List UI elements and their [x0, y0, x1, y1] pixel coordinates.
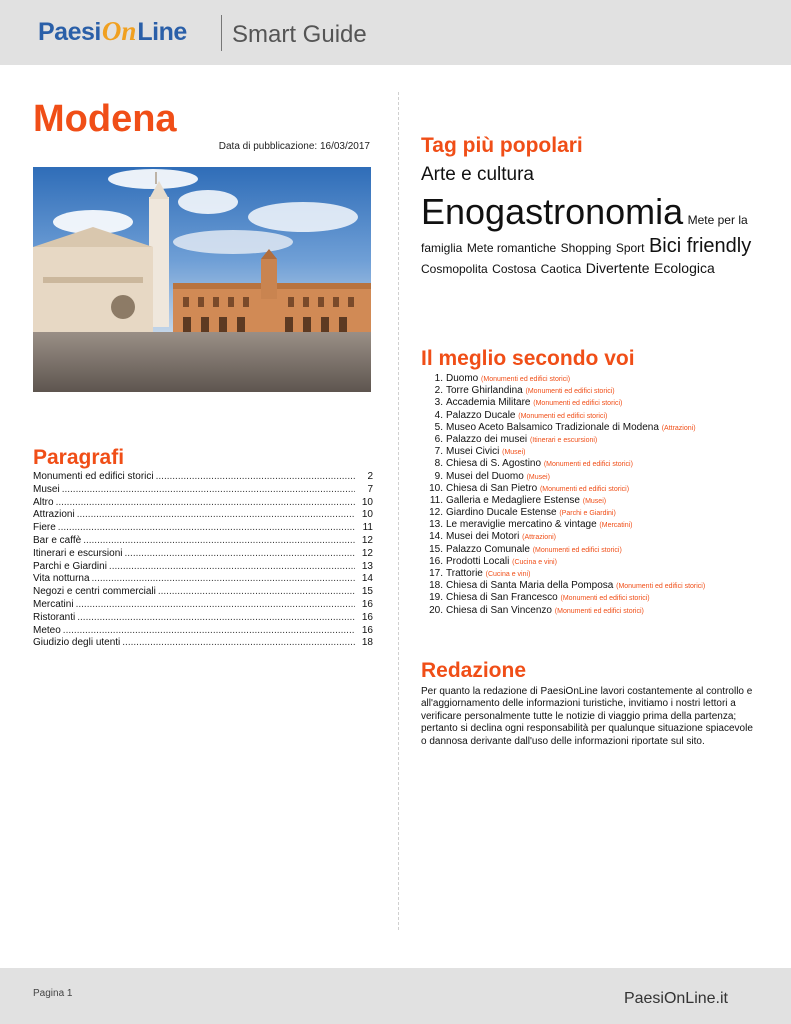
toc-row[interactable]	[33, 625, 375, 638]
toc-label: Altro	[33, 496, 54, 508]
page-number: Pagina 1	[33, 988, 73, 999]
paragrafi-title: Paragrafi	[33, 446, 125, 469]
toc-page: 2	[367, 471, 373, 482]
toc-label: Parchi e Giardini	[33, 560, 107, 572]
toc-label: Meteo	[33, 624, 61, 636]
header-divider	[221, 15, 222, 51]
city-title: Modena	[33, 98, 177, 140]
best-item-category: (Monumenti ed edifici storici)	[539, 485, 630, 493]
logo-text-part2: On	[101, 16, 137, 46]
toc-leader	[122, 637, 355, 650]
best-item-number: 10.	[429, 482, 443, 494]
best-list-item[interactable]	[427, 519, 767, 531]
best-item-number: 5.	[434, 421, 443, 433]
toc-label: Fiere	[33, 522, 56, 534]
best-item-name: Torre Ghirlandina	[446, 385, 523, 397]
toc-page: 18	[361, 637, 373, 649]
best-item-category: (Monumenti ed edifici storici)	[518, 412, 608, 420]
toc-row[interactable]	[33, 535, 375, 548]
best-list-item[interactable]	[427, 434, 767, 446]
tag-item[interactable]: Mete per la famiglia	[421, 212, 748, 255]
toc-label: Giudizio degli utenti	[33, 637, 121, 649]
toc-page: 16	[361, 624, 373, 636]
toc-row[interactable]	[33, 561, 375, 574]
best-item-number: 4.	[434, 409, 443, 421]
toc-row[interactable]	[33, 612, 375, 625]
best-item-category: (Parchi e Giardini)	[559, 510, 616, 518]
tag-item[interactable]: Shopping	[560, 240, 612, 255]
best-item-category: (Cucina e vini)	[485, 571, 531, 578]
toc-row[interactable]	[33, 471, 375, 484]
hero-photo	[33, 167, 371, 392]
toc-label: Attrazioni	[33, 509, 75, 521]
best-item-name: Palazzo Comunale	[446, 543, 530, 555]
toc-label: Mercatini	[33, 598, 74, 610]
publication-date: Data di pubblicazione: 16/03/2017	[218, 141, 370, 152]
toc-leader	[56, 497, 355, 510]
toc-leader	[156, 471, 355, 484]
site-link[interactable]: PaesiOnLine.it	[623, 990, 728, 1007]
tags-title: Tag più popolari	[421, 134, 583, 157]
best-item-name: Palazzo dei musei	[446, 433, 528, 445]
best-item-category: (Attrazioni)	[522, 534, 556, 542]
best-item-number: 20.	[429, 604, 443, 616]
best-item-number: 18.	[429, 580, 443, 592]
toc-row[interactable]	[33, 586, 375, 599]
toc-label: Vita notturna	[33, 573, 90, 585]
column-divider	[398, 92, 399, 930]
best-item-name: Musei Civici	[446, 446, 500, 458]
best-list-item[interactable]	[427, 397, 767, 409]
toc-leader	[77, 509, 355, 522]
toc-page: 16	[361, 611, 373, 623]
best-item-name: Le meraviglie mercatino & vintage	[446, 519, 597, 531]
best-item-name: Musei dei Motori	[446, 531, 520, 543]
toc-leader	[63, 625, 355, 638]
tag-item[interactable]: Arte e cultura	[421, 164, 534, 185]
best-item-category: (Cucina e vini)	[512, 558, 557, 566]
paesionline-logo[interactable]	[38, 16, 187, 56]
best-item-name: Giardino Ducale Estense	[446, 507, 557, 519]
best-item-number: 14.	[429, 531, 443, 543]
best-list-item[interactable]	[427, 507, 767, 519]
toc-row[interactable]	[33, 599, 375, 612]
best-list-item[interactable]	[427, 483, 767, 495]
best-list-item[interactable]	[427, 531, 767, 543]
toc-page: 12	[361, 547, 373, 559]
redazione-text: Per quanto la redazione di PaesiOnLine lavori costantemente al controllo e all'aggiornamento delle informazioni turistiche, invitiamo i nostri lettori a verificare personalmente tutte le notizie di viaggio prima della partenza; pertanto si declina ogni responsabilità per qualunque situazione spiacevole o dannosa derivante dall'uso delle informazioni riportate sul sito.	[421, 686, 753, 747]
best-item-name: Trattorie	[446, 568, 483, 579]
best-list-item[interactable]	[427, 592, 767, 604]
best-item-category: (Musei)	[582, 497, 607, 505]
best-list-item[interactable]	[427, 373, 767, 385]
toc-leader	[158, 586, 355, 599]
best-list-item[interactable]	[427, 605, 767, 617]
header-title: Smart Guide	[232, 21, 367, 48]
redazione-title: Redazione	[421, 659, 527, 682]
toc-page: 16	[361, 598, 373, 610]
best-item-number: 1.	[434, 373, 443, 384]
best-item-number: 11.	[429, 494, 443, 506]
toc-row[interactable]	[33, 522, 375, 535]
best-list-item[interactable]	[427, 385, 767, 397]
tag-item[interactable]: Costosa	[492, 261, 537, 276]
tag-cloud	[421, 163, 766, 279]
best-list	[427, 373, 767, 617]
toc-row[interactable]	[33, 548, 375, 561]
toc-page: 10	[361, 509, 373, 521]
best-item-category: (Monumenti ed edifici storici)	[533, 400, 623, 408]
best-list-item[interactable]	[427, 495, 767, 507]
table-of-contents	[33, 471, 375, 650]
toc-page: 10	[361, 496, 373, 508]
toc-leader	[58, 522, 355, 535]
best-item-number: 2.	[434, 385, 443, 397]
best-item-number: 3.	[434, 397, 443, 409]
best-item-category: (Musei)	[526, 473, 550, 481]
toc-leader	[62, 484, 355, 497]
best-item-number: 7.	[434, 446, 443, 458]
toc-page: 11	[362, 522, 373, 534]
best-list-item[interactable]	[427, 568, 767, 580]
toc-page: 7	[367, 483, 373, 495]
logo-text-part1: Paesi	[38, 18, 101, 46]
best-list-item[interactable]	[427, 446, 767, 458]
tag-item[interactable]: Ecologica	[654, 259, 715, 276]
modena-cathedral-photo	[33, 167, 371, 392]
best-item-name: Chiesa di San Vincenzo	[446, 604, 552, 616]
toc-leader	[83, 535, 355, 548]
best-item-number: 9.	[434, 470, 443, 482]
toc-leader	[124, 548, 355, 561]
tag-item[interactable]: Bici friendly	[648, 234, 752, 257]
toc-page: 13	[361, 560, 373, 572]
toc-row[interactable]	[33, 573, 375, 586]
toc-row[interactable]	[33, 497, 375, 510]
toc-leader	[76, 599, 355, 612]
best-item-name: Prodotti Locali	[446, 555, 510, 567]
best-item-name: Duomo	[446, 373, 479, 384]
toc-leader	[92, 573, 355, 586]
best-list-item[interactable]	[427, 422, 767, 434]
best-item-category: (Itinerari e escursioni)	[529, 436, 598, 444]
best-item-name: Museo Aceto Balsamico Tradizionale di Modena	[446, 421, 659, 433]
best-item-category: (Mercatini)	[599, 522, 633, 530]
toc-label: Bar e caffè	[33, 534, 82, 546]
best-item-name: Galleria e Medagliere Estense	[446, 494, 580, 506]
toc-label: Monumenti ed edifici storici	[33, 471, 154, 482]
best-item-category: (Monumenti ed edifici storici)	[560, 595, 650, 603]
best-item-number: 17.	[429, 568, 443, 579]
toc-label: Ristoranti	[33, 611, 76, 623]
page-header	[0, 0, 791, 65]
best-title: Il meglio secondo voi	[421, 347, 635, 370]
best-item-number: 19.	[429, 592, 443, 604]
tag-item[interactable]: Cosmopolita	[421, 261, 488, 276]
best-list-item[interactable]	[427, 410, 767, 422]
best-item-name: Chiesa di San Pietro	[446, 482, 538, 494]
best-item-number: 15.	[429, 543, 443, 555]
tag-item[interactable]: Sport	[615, 240, 645, 255]
best-item-name: Musei del Duomo	[446, 470, 524, 482]
best-item-category: (Musei)	[502, 449, 526, 457]
tag-item[interactable]: Mete romantiche	[466, 240, 557, 255]
best-item-number: 6.	[434, 433, 443, 445]
tag-item[interactable]: Divertente	[585, 259, 650, 276]
best-list-item[interactable]	[427, 458, 767, 470]
best-item-category: (Monumenti ed edifici storici)	[543, 461, 633, 469]
best-item-name: Chiesa di S. Agostino	[446, 458, 542, 470]
best-item-number: 8.	[434, 458, 443, 470]
best-item-name: Chiesa di San Francesco	[446, 592, 558, 604]
best-item-category: (Monumenti ed edifici storici)	[532, 546, 622, 554]
best-list-item[interactable]	[427, 556, 767, 568]
best-list-item[interactable]	[427, 471, 767, 483]
page-footer	[0, 968, 791, 1024]
toc-row[interactable]	[33, 637, 375, 650]
best-item-category: (Attrazioni)	[661, 424, 696, 432]
toc-label: Musei	[33, 483, 60, 495]
best-item-category: (Monumenti ed edifici storici)	[481, 376, 571, 383]
best-item-category: (Monumenti ed edifici storici)	[525, 388, 615, 396]
toc-label: Negozi e centri commerciali	[33, 586, 156, 598]
toc-page: 12	[361, 534, 373, 546]
toc-label: Itinerari e escursioni	[33, 547, 123, 559]
logo-text-part3: Line	[137, 18, 187, 46]
best-item-number: 12.	[429, 507, 443, 519]
best-item-name: Chiesa di Santa Maria della Pomposa	[446, 580, 614, 592]
toc-leader	[77, 612, 355, 625]
toc-row[interactable]	[33, 484, 375, 497]
best-item-number: 13.	[429, 519, 443, 531]
tag-item[interactable]: Enogastronomia	[421, 190, 684, 232]
best-item-name: Palazzo Ducale	[446, 409, 516, 421]
best-item-category: (Monumenti ed edifici storici)	[554, 607, 644, 615]
best-list-item[interactable]	[427, 580, 767, 592]
toc-page: 15	[361, 586, 373, 598]
toc-leader	[109, 561, 355, 574]
best-item-name: Accademia Militare	[446, 397, 531, 409]
best-list-item[interactable]	[427, 544, 767, 556]
toc-row[interactable]	[33, 509, 375, 522]
best-item-number: 16.	[429, 555, 443, 567]
tag-item[interactable]: Caotica	[540, 261, 582, 276]
toc-page: 14	[361, 573, 373, 585]
best-item-category: (Monumenti ed edifici storici)	[616, 583, 706, 591]
